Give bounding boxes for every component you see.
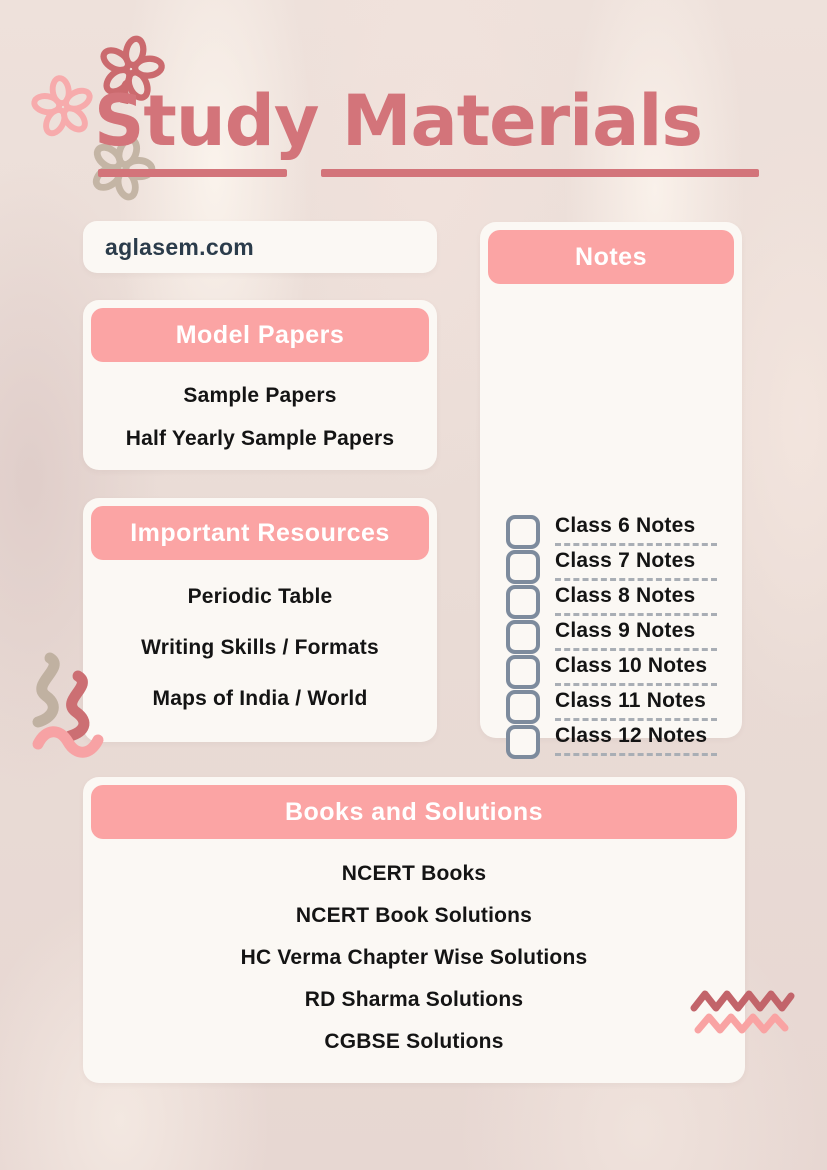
checkbox-icon[interactable] [506,690,540,724]
site-label: aglasem.com [105,233,255,260]
note-label[interactable]: Class 11 Notes [555,689,707,712]
section-books-and-solutions [83,777,745,1083]
note-row-class11[interactable] [506,689,732,724]
dashed-underline [555,578,717,581]
note-label[interactable]: Class 9 Notes [555,619,696,642]
list-item: NCERT Book Solutions [295,904,533,927]
section-header-important-resources: Important Resources [91,506,429,560]
pink-flower-icon [22,69,104,145]
list-item: NCERT Books [341,862,487,885]
title-underline-right [321,169,759,177]
checkbox-icon[interactable] [506,515,540,549]
checkbox-icon[interactable] [506,620,540,654]
list-item: HC Verma Chapter Wise Solutions [240,946,588,969]
note-row-class8[interactable] [506,584,732,619]
list-item: Sample Papers [183,383,337,407]
list-item: Writing Skills / Formats [141,635,379,659]
note-row-class10[interactable] [506,654,732,689]
list-item: Half Yearly Sample Papers [125,426,395,450]
note-label[interactable]: Class 12 Notes [555,724,708,747]
section-notes [480,222,742,747]
note-label[interactable]: Class 10 Notes [555,654,708,677]
section-header-books-and-solutions: Books and Solutions [91,785,737,839]
dashed-underline [555,648,717,651]
checkbox-icon[interactable] [506,585,540,619]
list-item: RD Sharma Solutions [304,988,524,1011]
list-item: CGBSE Solutions [324,1030,504,1053]
checkbox-icon[interactable] [506,725,540,759]
note-label[interactable]: Class 8 Notes [555,584,696,607]
note-row-class6[interactable] [506,514,732,549]
note-label[interactable]: Class 6 Notes [555,514,696,537]
note-row-class7[interactable] [506,549,732,584]
note-row-class9[interactable] [506,619,732,654]
dashed-underline [555,718,717,721]
dashed-underline [555,753,717,756]
squiggle-icon [26,648,116,760]
section-header-model-papers: Model Papers [91,308,429,362]
notes-checklist [506,514,732,747]
section-model-papers [83,300,437,470]
note-label[interactable]: Class 7 Notes [555,549,696,572]
note-row-class12[interactable] [506,724,732,759]
list-item: Maps of India / World [152,686,368,710]
section-important-resources [83,498,437,742]
site-card [83,221,437,273]
list-item: Periodic Table [187,585,333,609]
page-title: Study Materials [94,80,703,162]
dashed-underline [555,543,717,546]
checkbox-icon[interactable] [506,550,540,584]
title-underline-left [98,169,287,177]
dashed-underline [555,613,717,616]
section-header-notes: Notes [488,230,734,284]
checkbox-icon[interactable] [506,655,540,689]
zigzag-icon [690,986,798,1038]
dashed-underline [555,683,717,686]
